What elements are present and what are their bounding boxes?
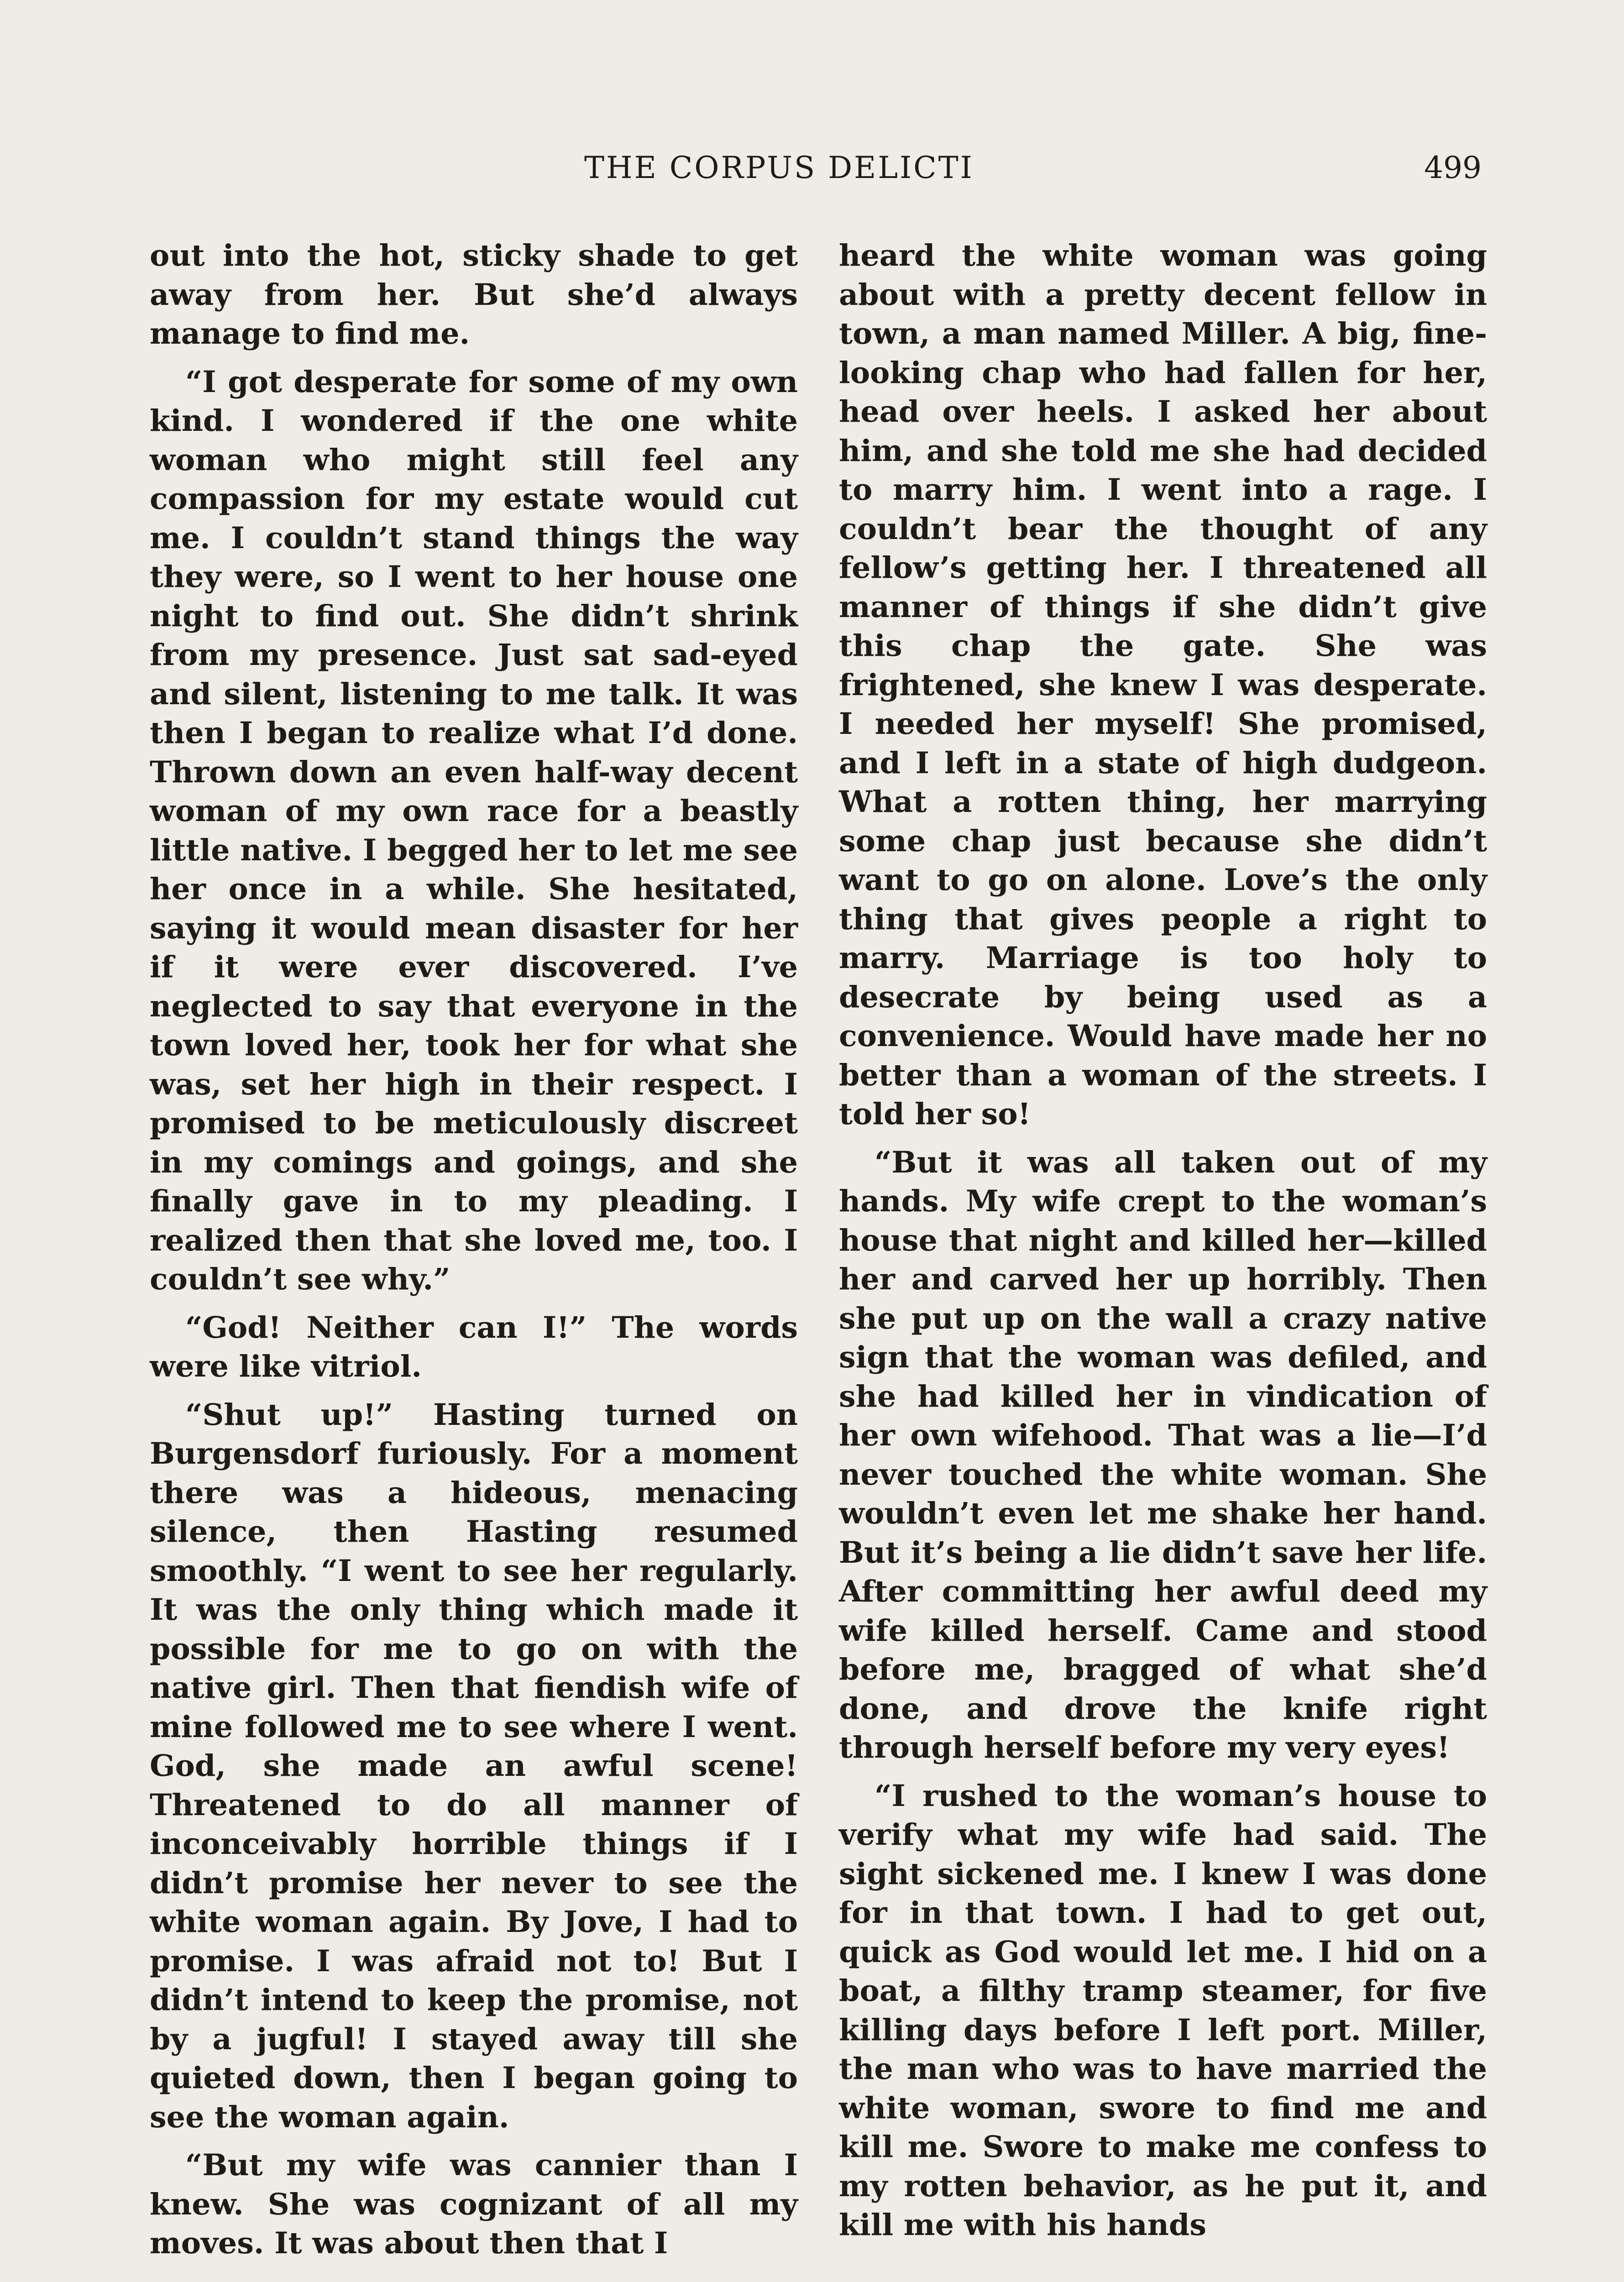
paragraph: “God! Neither can I!” The words were like vitriol. [150, 1310, 798, 1384]
left-column [150, 236, 798, 2272]
paragraph: “But it was all taken out of my hands. My wife crept to the woman’s house that night and killed her—killed her and carved her up horribly. Then she put up on the wall a crazy native sign that the woman was defiled, and she had killed her in vindication of her own wifehood. That was a lie—I’d never touched the white woman. She wouldn’t even let me shake her hand. But it’s being a lie didn’t save her life. After committing her awful deed my wife killed herself. Came and stood before me, bragged of what she’d done, and drove the knife right through herself before my very eyes! [839, 1145, 1487, 1765]
running-title: THE CORPUS DELICTI [584, 150, 974, 185]
paragraph: “Shut up!” Hasting turned on Burgensdorf furiously. For a moment there was a hideous, menacing silence, then Hasting resumed smoothly. “I went to see her regularly. It was the only thing which made it possible for me to go on with the native girl. Then that fiendish wife of mine followed me to see where I went. God, she made an awful scene! Threatened to do all manner of inconceivably horrible things if I didn’t promise her never to see the white woman again. By Jove, I had to promise. I was afraid not to! But I didn’t intend to keep the promise, not by a jugful! I stayed away till she quieted down, then I began going to see the woman again. [150, 1397, 798, 2135]
page-number: 499 [1424, 150, 1482, 185]
right-column [839, 236, 1487, 2254]
paragraph: “I rushed to the woman’s house to verify what my wife had said. The sight sickened me. I knew I was done for in that town. I had to get out, quick as God would let me. I hid on a boat, a filthy tramp steamer, for five killing days before I left port. Miller, the man who was to have married the white woman, swore to find me and kill me. Swore to make me confess to my rotten behavior, as he put it, and kill me with his hands [839, 1778, 1487, 2242]
paragraph: heard the white woman was going about with a pretty decent fellow in town, a man named Miller. A big, fine-looking chap who had fallen for her, head over heels. I asked her about him, and she told me she had decided to marry him. I went into a rage. I couldn’t bear the thought of any fellow’s getting her. I threatened all manner of things if she didn’t give this chap the gate. She was frightened, she knew I was desperate. I needed her myself! She promised, and I left in a state of high dudgeon. What a rotten thing, her marrying some chap just because she didn’t want to go on alone. Love’s the only thing that gives people a right to marry. Marriage is too holy to desecrate by being used as a convenience. Would have made her no better than a woman of the streets. I told her so! [839, 238, 1487, 1131]
running-head [0, 145, 1624, 195]
paragraph: out into the hot, sticky shade to get away from her. But she’d always manage to find me. [150, 238, 798, 351]
paragraph: “But my wife was cannier than I knew. She was cognizant of all my moves. It was about then that I [150, 2148, 798, 2261]
paragraph: “I got desperate for some of my own kind. I wondered if the one white woman who might still feel any compassion for my estate would cut me. I couldn’t stand things the way they were, so I went to her house one night to find out. She didn’t shrink from my presence. Just sat sad-eyed and silent, listening to me talk. It was then I began to realize what I’d done. Thrown down an even half-way decent woman of my own race for a beastly little native. I begged her to let me see her once in a while. She hesitated, saying it would mean disaster for her if it were ever discovered. I’ve neglected to say that everyone in the town loved her, took her for what she was, set her high in their respect. I promised to be meticulously discreet in my comings and goings, and she finally gave in to my pleading. I realized then that she loved me, too. I couldn’t see why.” [150, 364, 798, 1297]
